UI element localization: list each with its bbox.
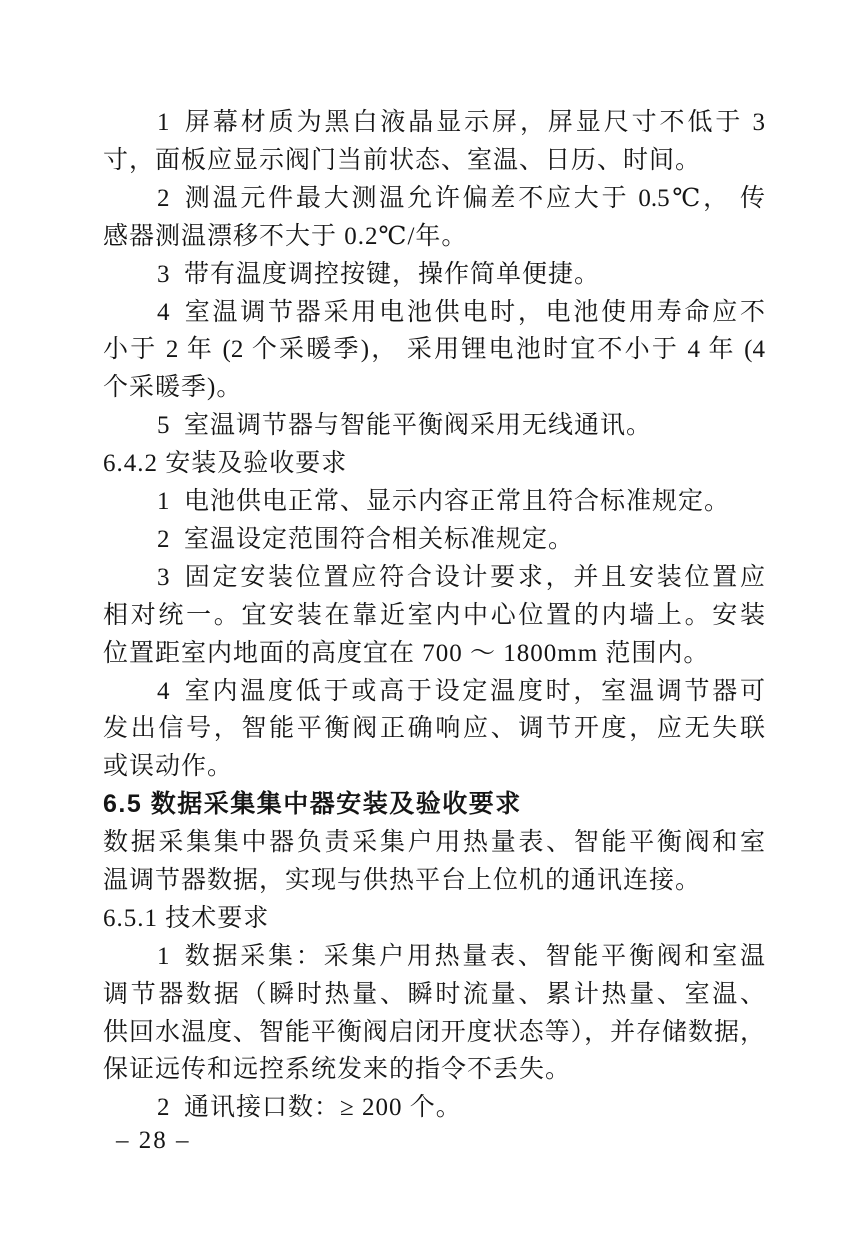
text-line: 2 通讯接口数：≥ 200 个。 <box>157 1094 462 1122</box>
document-body <box>103 104 765 1127</box>
page-number: – 28 – <box>116 1127 191 1154</box>
text-line: 5 室温调节器与智能平衡阀采用无线通讯。 <box>157 412 653 440</box>
text-line: 发出信号，智能平衡阀正确响应、调节开度，应无失联 <box>103 715 765 743</box>
text-line: 1 屏幕材质为黑白液晶显示屏，屏显尺寸不低于 3 <box>157 109 765 136</box>
text-line: 3 带有温度调控按键，操作简单便捷。 <box>157 260 601 288</box>
text-line: 数据采集集中器负责采集户用热量表、智能平衡阀和室 <box>103 829 765 857</box>
text-line: 3 固定安装位置应符合设计要求，并且安装位置应 <box>157 563 765 591</box>
text-line: 调节器数据（瞬时热量、瞬时流量、累计热量、室温、 <box>103 980 765 1008</box>
text-line: 相对统一。宜安装在靠近室内中心位置的内墙上。安装 <box>103 601 765 629</box>
text-line: 2 测温元件最大测温允许偏差不应大于 0.5℃， 传 <box>157 184 765 212</box>
text-line: 供回水温度、智能平衡阀启闭开度状态等），并存储数据， <box>103 1018 765 1046</box>
text-line: 保证远传和远控系统发来的指令不丢失。 <box>103 1056 572 1084</box>
text-line: 温调节器数据，实现与供热平台上位机的通讯连接。 <box>103 866 702 894</box>
text-line: 1 电池供电正常、显示内容正常且符合标准规定。 <box>157 488 731 515</box>
section-heading: 6.5.1 技术要求 <box>103 904 270 932</box>
text-line: 感器测温漂移不大于 0.2℃/年。 <box>103 222 468 250</box>
text-line: 个采暖季)。 <box>103 374 243 402</box>
text-line: 1 数据采集：采集户用热量表、智能平衡阀和室温 <box>157 942 765 970</box>
text-line: 小于 2 年 (2 个采暖季)， 采用锂电池时宜不小于 4 年 (4 <box>103 336 765 364</box>
text-line: 2 室温设定范围符合相关标准规定。 <box>157 525 575 553</box>
text-line: 4 室内温度低于或高于设定温度时，室温调节器可 <box>157 677 765 705</box>
section-heading: 6.5 数据采集集中器安装及验收要求 <box>103 790 522 819</box>
text-line: 位置距室内地面的高度宜在 700 ～ 1800mm 范围内。 <box>103 639 710 667</box>
text-line: 或误动作。 <box>103 753 234 781</box>
section-heading: 6.4.2 安装及验收要求 <box>103 450 348 478</box>
text-line: 4 室温调节器采用电池供电时，电池使用寿命应不 <box>157 298 765 326</box>
text-line: 寸，面板应显示阀门当前状态、室温、日历、时间。 <box>103 146 702 174</box>
